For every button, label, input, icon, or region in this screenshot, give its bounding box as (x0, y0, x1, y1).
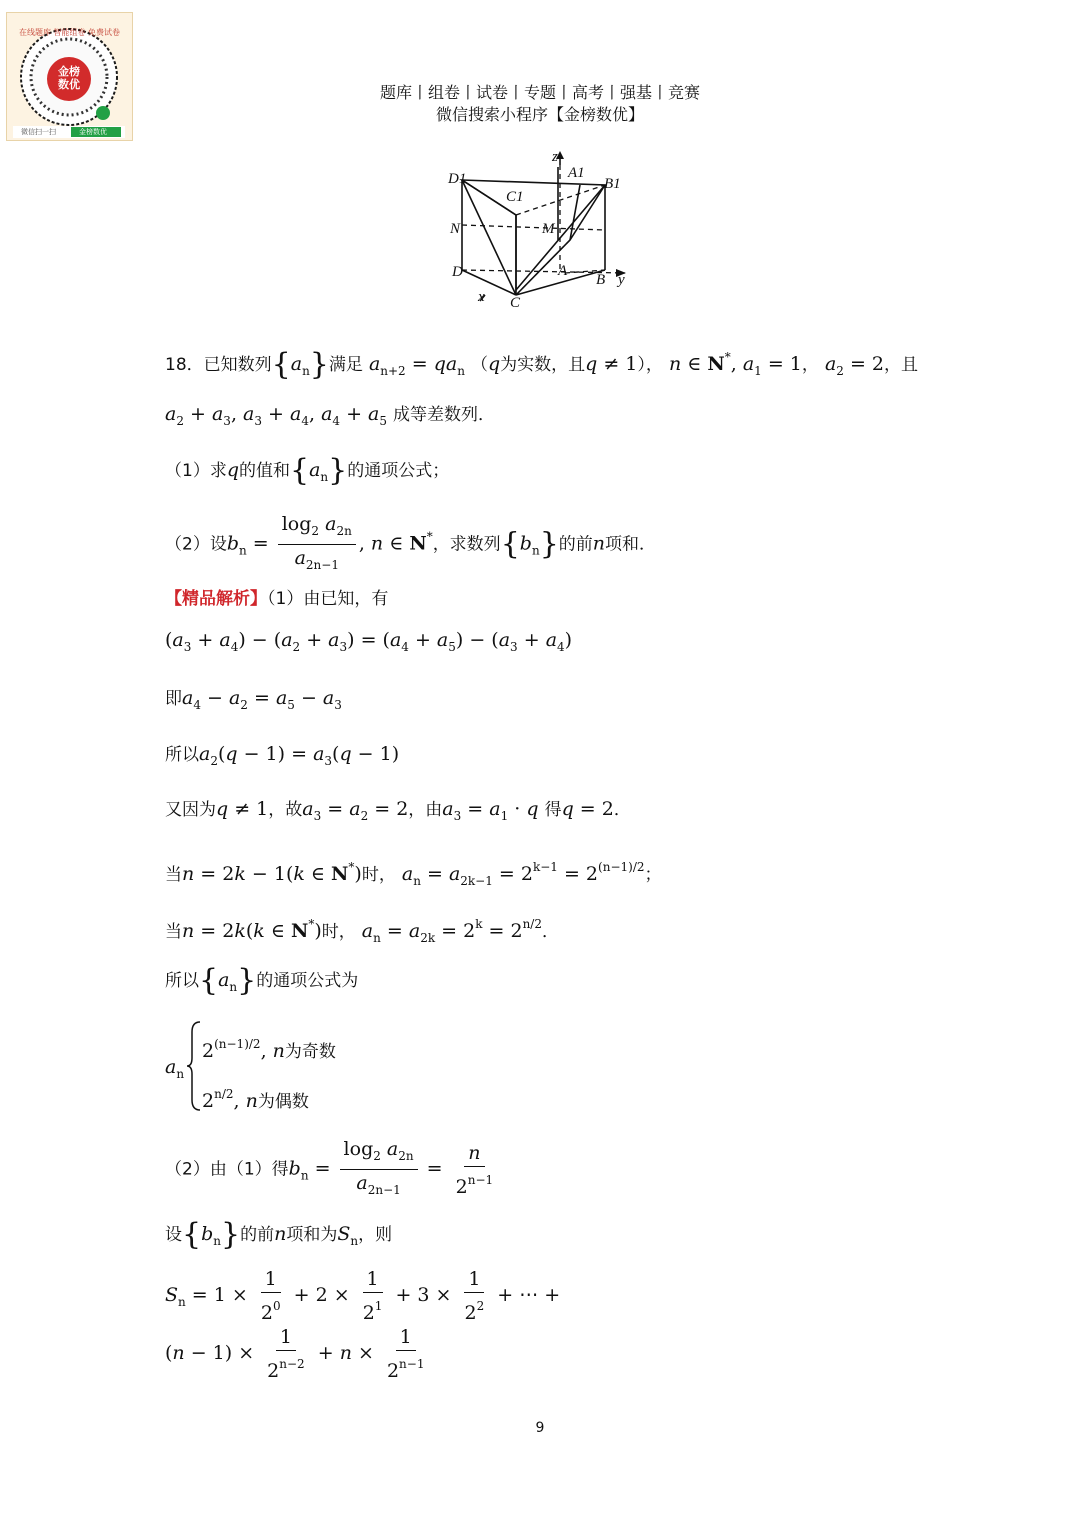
qr-center-text: 金榜数优 (58, 65, 80, 91)
label-C1: C1 (506, 189, 524, 205)
solution-line-6: 当n = 2k − 1(k ∈ N*)时， $a_n = a_{2k-1} = 2^{k-1} = 2^{(n-1)/2}$； (165, 860, 662, 888)
solution-line-2: $(a_3 + a_4) - (a_2 + a_3) = (a_4 + a_5) - (a_3 + a_4)$ (165, 629, 573, 654)
label-D: D (452, 264, 463, 280)
qr-footer-right: 金榜数优 (79, 128, 107, 136)
label-y: y (618, 272, 625, 288)
page-number: 9 (535, 1420, 545, 1436)
piecewise-lhs: $a_n$ (165, 1056, 185, 1081)
problem-part-1: （1）求q的值和$\{a_n\}$的通项公式； (165, 453, 450, 488)
solution-tag: 【精品解析】 (165, 589, 267, 609)
solution-line-8: 所以$\{a_n\}$的通项公式为 (165, 963, 359, 998)
qr-ring-text: 在线题库 智能组卷 免费试卷 (18, 28, 121, 37)
solution-line-9: （2）由（1）得$b_n$ = $\frac{\log_2 a_{2n}}{a_{2n-1}}$ = $\frac{n}{2^{n-1}}$ (165, 1138, 494, 1198)
brace-icon (186, 1020, 202, 1112)
problem-line-1: 18．已知数列$\{a_n\}$满足 $a_{n+2} = qa_n$ （q为实数，且q ≠ 1）， n ∈ N*, $a_1 = 1$， $a_2 = 2$，且 (165, 347, 918, 382)
problem-part-2: （2）设$b_n$ = $\frac{\log_2 a_{2n}}{a_{2n-1}}$ , n ∈ N*，求数列$\{b_n\}$的前n项和． (165, 513, 657, 572)
solution-line-12: (n − 1) × $\frac{1}{2^{n-2}}$ + n × $\frac{1}{2^{n-1}}$ (165, 1326, 425, 1382)
solution-line-10: 设$\{b_n\}$的前n项和为$S_n$，则 (165, 1217, 393, 1252)
label-B1: B1 (604, 176, 621, 192)
solution-line-3: 即$a_4 - a_2 = a_5 - a_3$ (165, 687, 342, 712)
label-M: M (542, 221, 555, 237)
label-B: B (596, 272, 606, 288)
label-A: A (558, 263, 568, 279)
header-mini-program: 微信搜索小程序【金榜数优】 (435, 105, 644, 124)
solution-line-11: $S_n = 1$ × $\frac{1}{2^0}$ + 2 × $\frac{1}{2^1}$ + 3 × $\frac{1}{2^2}$ + ⋯ + (165, 1268, 561, 1324)
header-nav: 题库丨组卷丨试卷丨专题丨高考丨强基丨竞赛 (379, 83, 700, 102)
label-z: z (552, 149, 558, 165)
solution-line-1: 【精品解析】（1）由已知，有 (165, 589, 389, 609)
qr-footer-left: 微信扫一扫 (21, 128, 56, 136)
piecewise-odd: $2^{(n-1)/2}$, n为奇数 (202, 1037, 336, 1062)
piecewise-even: $2^{n/2}$, n为偶数 (202, 1087, 309, 1112)
label-D1: D1 (448, 171, 467, 187)
solution-line-7: 当n = 2k(k ∈ N*)时， $a_n = a_{2k} = 2^k = 2^{n/2}$． (165, 917, 559, 945)
prism-figure (440, 145, 640, 315)
label-x: x (478, 289, 485, 305)
problem-line-2: $a_2 + a_3$, $a_3 + a_4$, $a_4 + a_5$ 成等差数列． (165, 403, 496, 428)
solution-line-5: 又因为q ≠ 1，故$a_3 = a_2 = 2$，由$a_3 = a_1 \cdot q$ 得q = 2． (165, 798, 631, 823)
label-N: N (450, 221, 461, 237)
label-C: C (510, 295, 521, 311)
solution-line-4: 所以$a_2(q - 1) = a_3(q - 1)$ (165, 743, 400, 768)
label-A1: A1 (568, 165, 585, 181)
